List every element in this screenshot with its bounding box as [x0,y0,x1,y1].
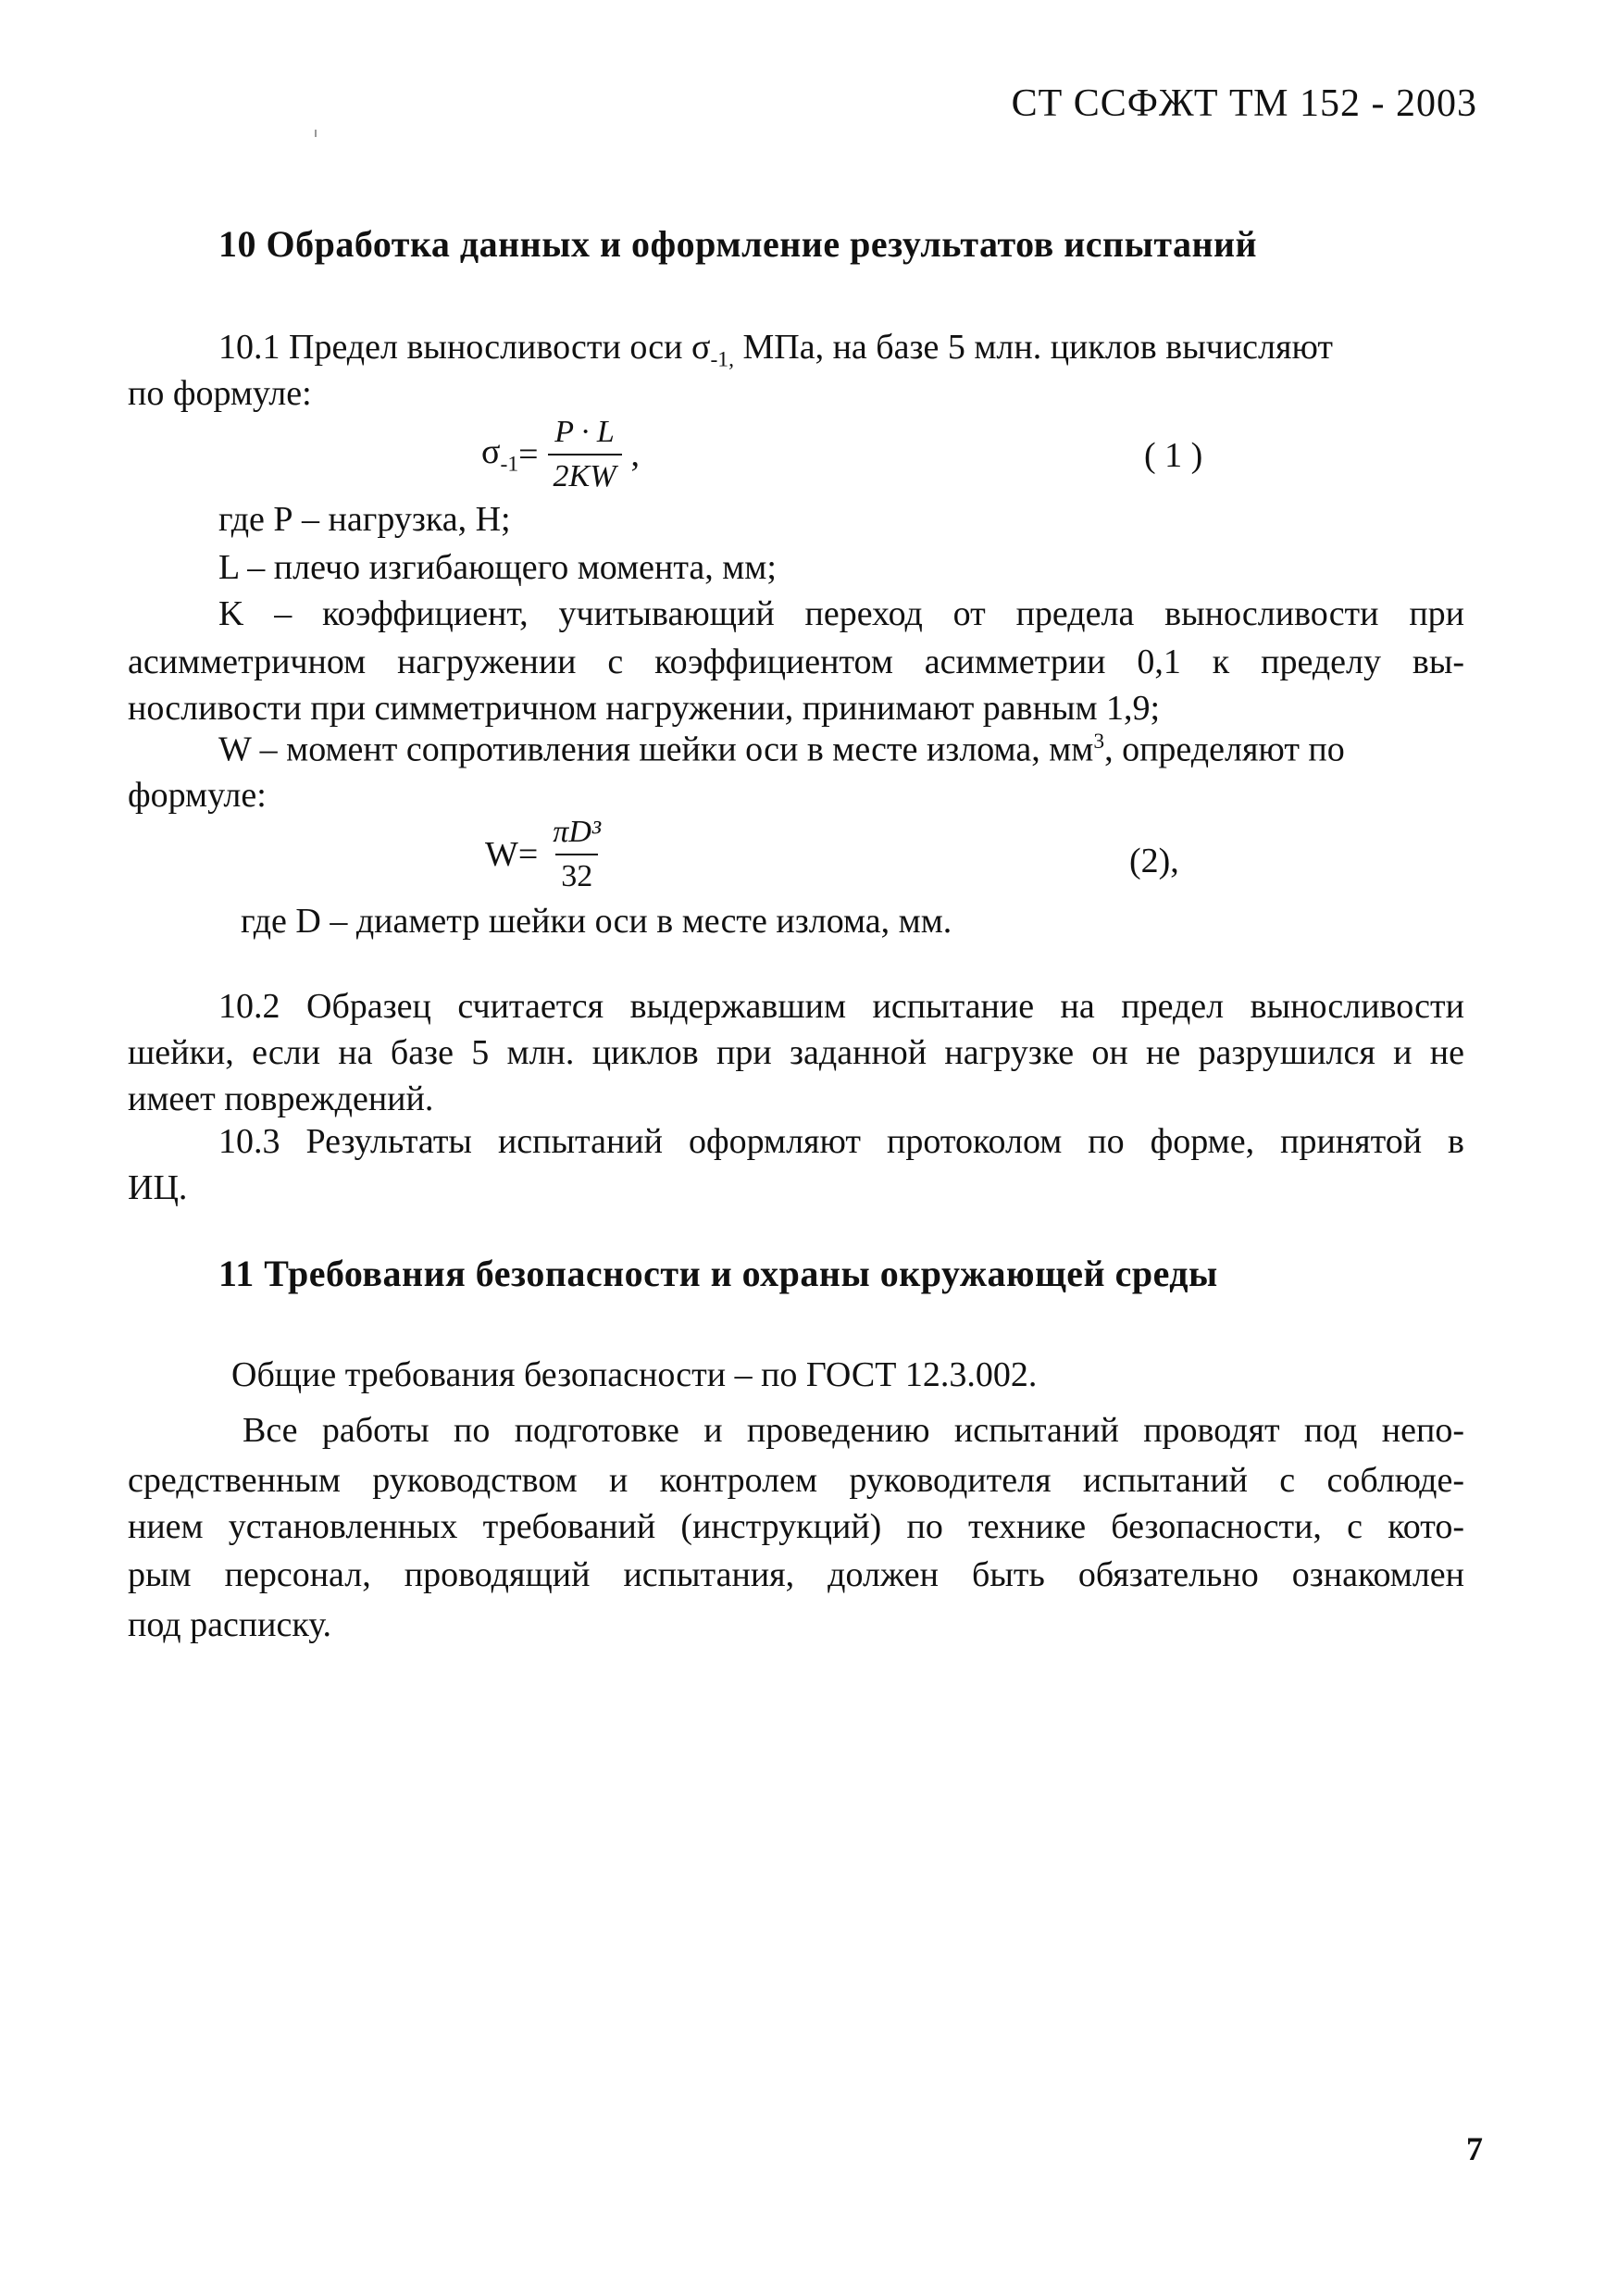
formula-2-lhs: W= [485,835,539,874]
paragraph-10-2-line-1: 10.2 Образец считается выдержавшим испытание на предел выносливости [218,987,1464,1026]
section-11-paragraph-2-line-2: средственным руководством и контролем руководителя испытаний с соблюде- [128,1461,1464,1500]
section-10-heading: 10 Обработка данных и оформление результатов испытаний [218,223,1258,265]
formula-2-numerator: πD³ [553,815,602,849]
formula-1-lhs: $\sigma_{-1}$ [481,432,519,477]
paragraph-10-3-line-2: ИЦ. [128,1168,188,1207]
section-11-paragraph-1: Общие требования безопасности – по ГОСТ 12.3.002. [231,1355,1038,1394]
paragraph-10-2-line-2: шейки, если на базе 5 млн. циклов при заданной нагрузке он не разрушился и не [128,1033,1464,1072]
formula-1-denominator: 2KW [548,454,622,494]
where-k-line-1: K – коэффициент, учитывающий переход от предела выносливости при [218,594,1464,633]
where-d-line: где D – диаметр шейки оси в месте излома, мм. [241,902,952,941]
formula-1-fraction [548,415,622,494]
section-11-paragraph-2-line-1: Все работы по подготовке и проведению испытаний проводят под непо- [243,1411,1464,1450]
section-11-paragraph-2-line-5: под расписку. [128,1605,331,1644]
where-l-line: L – плечо изгибающего момента, мм; [218,548,777,587]
formula-1-number: ( 1 ) [1144,436,1203,475]
formula-2-denominator: 32 [555,854,598,894]
formula-2-fraction [547,815,606,894]
where-w-line-2: формуле: [128,776,267,815]
where-k-line-3: носливости при симметричном нагружении, принимают равным 1,9; [128,689,1161,728]
formula-2-number: (2), [1129,842,1179,880]
paragraph-10-1-line-1: 10.1 Предел выносливости оси $\sigma_{-1,}$ МПа, на базе 5 млн. циклов вычисляют [218,328,1333,372]
scan-mark [315,130,317,137]
where-k-line-2: асимметричном нагружении с коэффициентом асимметрии 0,1 к пределу вы- [128,643,1464,681]
section-11-heading: 11 Требования безопасности и охраны окружающей среды [218,1253,1218,1294]
document-code: СТ ССФЖТ ТМ 152 - 2003 [1011,82,1477,125]
page-number: 7 [1466,2130,1483,2167]
paragraph-10-1-line-2: по формуле: [128,374,312,413]
formula-1: $\sigma_{-1}$ = $\frac{P \cdot L}{2KW}$ , [481,415,641,493]
section-11-paragraph-2-line-3: нием установленных требований (инструкций) по технике безопасности, с кото- [128,1507,1464,1546]
formula-1-numerator: P · L [554,415,615,449]
where-p-line: где Р – нагрузка, Н; [218,500,511,539]
where-w-line-1: W – момент сопротивления шейки оси в месте излома, $мм^3$, определяют по [218,730,1345,769]
section-11-paragraph-2-line-4: рым персонал, проводящий испытания, должен быть обязательно ознакомлен [128,1555,1464,1594]
formula-2 [485,815,616,894]
paragraph-10-2-line-3: имеет повреждений. [128,1079,434,1118]
paragraph-10-3-line-1: 10.3 Результаты испытаний оформляют протоколом по форме, принятой в [218,1122,1464,1161]
